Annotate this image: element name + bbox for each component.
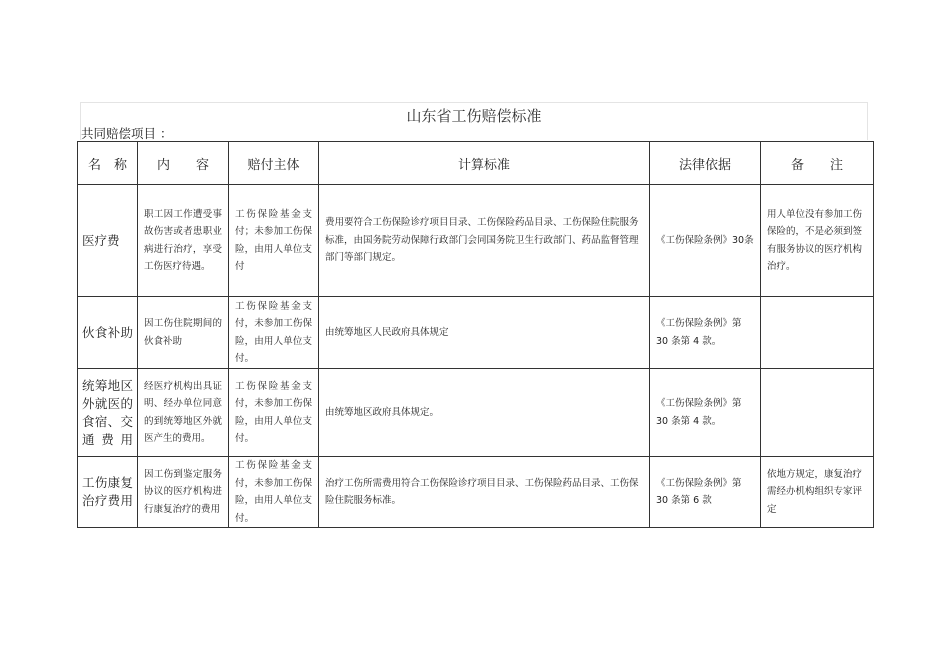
row-standard: 费用要符合工伤保险诊疗项目目录、工伤保险药品目录、工伤保险住院服务标准，由国务院劳动保障行政部门会同国务院卫生行政部门、药品监督管理部门等部门规定。 xyxy=(319,185,650,297)
row-basis: 《工伤保险条例》第 30 条第 4 款。 xyxy=(650,369,761,457)
row-name: 统筹地区外就医的食宿、交通费用 xyxy=(78,369,138,457)
row-standard: 由统筹地区人民政府具体规定 xyxy=(319,297,650,369)
row-name: 医疗费 xyxy=(78,185,138,297)
document-title: 山东省工伤赔偿标准 xyxy=(406,107,542,125)
row-payer: 工伤保险基金支付，未参加工伤保险，由用人单位支付。 xyxy=(229,297,319,369)
table-row xyxy=(78,185,874,297)
header-basis: 法律依据 xyxy=(650,142,761,185)
row-remark xyxy=(761,369,874,457)
compensation-table xyxy=(77,141,874,528)
row-payer: 工伤保险基金支付，未参加工伤保险，由用人单位支付。 xyxy=(229,457,319,528)
row-content: 因工伤住院期间的伙食补助 xyxy=(138,297,229,369)
row-standard: 治疗工伤所需费用符合工伤保险诊疗项目目录、工伤保险药品目录、工伤保险住院服务标准。 xyxy=(319,457,650,528)
row-payer: 工伤保险基金支付；未参加工伤保险，由用人单位支付 xyxy=(229,185,319,297)
row-payer: 工伤保险基金支付，未参加工伤保险，由用人单位支付。 xyxy=(229,369,319,457)
header-remark: 备 注 xyxy=(761,142,874,185)
table-row xyxy=(78,369,874,457)
row-remark: 用人单位没有参加工伤保险的，不是必须到签有服务协议的医疗机构治疗。 xyxy=(761,185,874,297)
table-header-row xyxy=(78,142,874,185)
table-row xyxy=(78,297,874,369)
header-name: 名 称 xyxy=(78,142,138,185)
row-content: 职工因工作遭受事故伤害或者患职业病进行治疗，享受工伤医疗待遇。 xyxy=(138,185,229,297)
row-name: 工伤康复治疗费用 xyxy=(78,457,138,528)
row-standard: 由统筹地区政府具体规定。 xyxy=(319,369,650,457)
row-content: 经医疗机构出具证明、经办单位同意的到统筹地区外就医产生的费用。 xyxy=(138,369,229,457)
row-name: 伙食补助 xyxy=(78,297,138,369)
row-basis: 《工伤保险条例》第 30 条第 6 款 xyxy=(650,457,761,528)
row-basis: 《工伤保险条例》第 30 条第 4 款。 xyxy=(650,297,761,369)
row-content: 因工伤到鉴定服务协议的医疗机构进行康复治疗的费用 xyxy=(138,457,229,528)
table-row xyxy=(78,457,874,528)
section-subtitle: 共同赔偿项目 ： xyxy=(81,126,173,141)
row-remark xyxy=(761,297,874,369)
row-remark: 依地方规定，康复治疗需经办机构组织专家评定 xyxy=(761,457,874,528)
row-basis: 《工伤保险条例》30条 xyxy=(650,185,761,297)
header-payer: 赔付主体 xyxy=(229,142,319,185)
header-content: 内 容 xyxy=(138,142,229,185)
header-standard: 计算标准 xyxy=(319,142,650,185)
